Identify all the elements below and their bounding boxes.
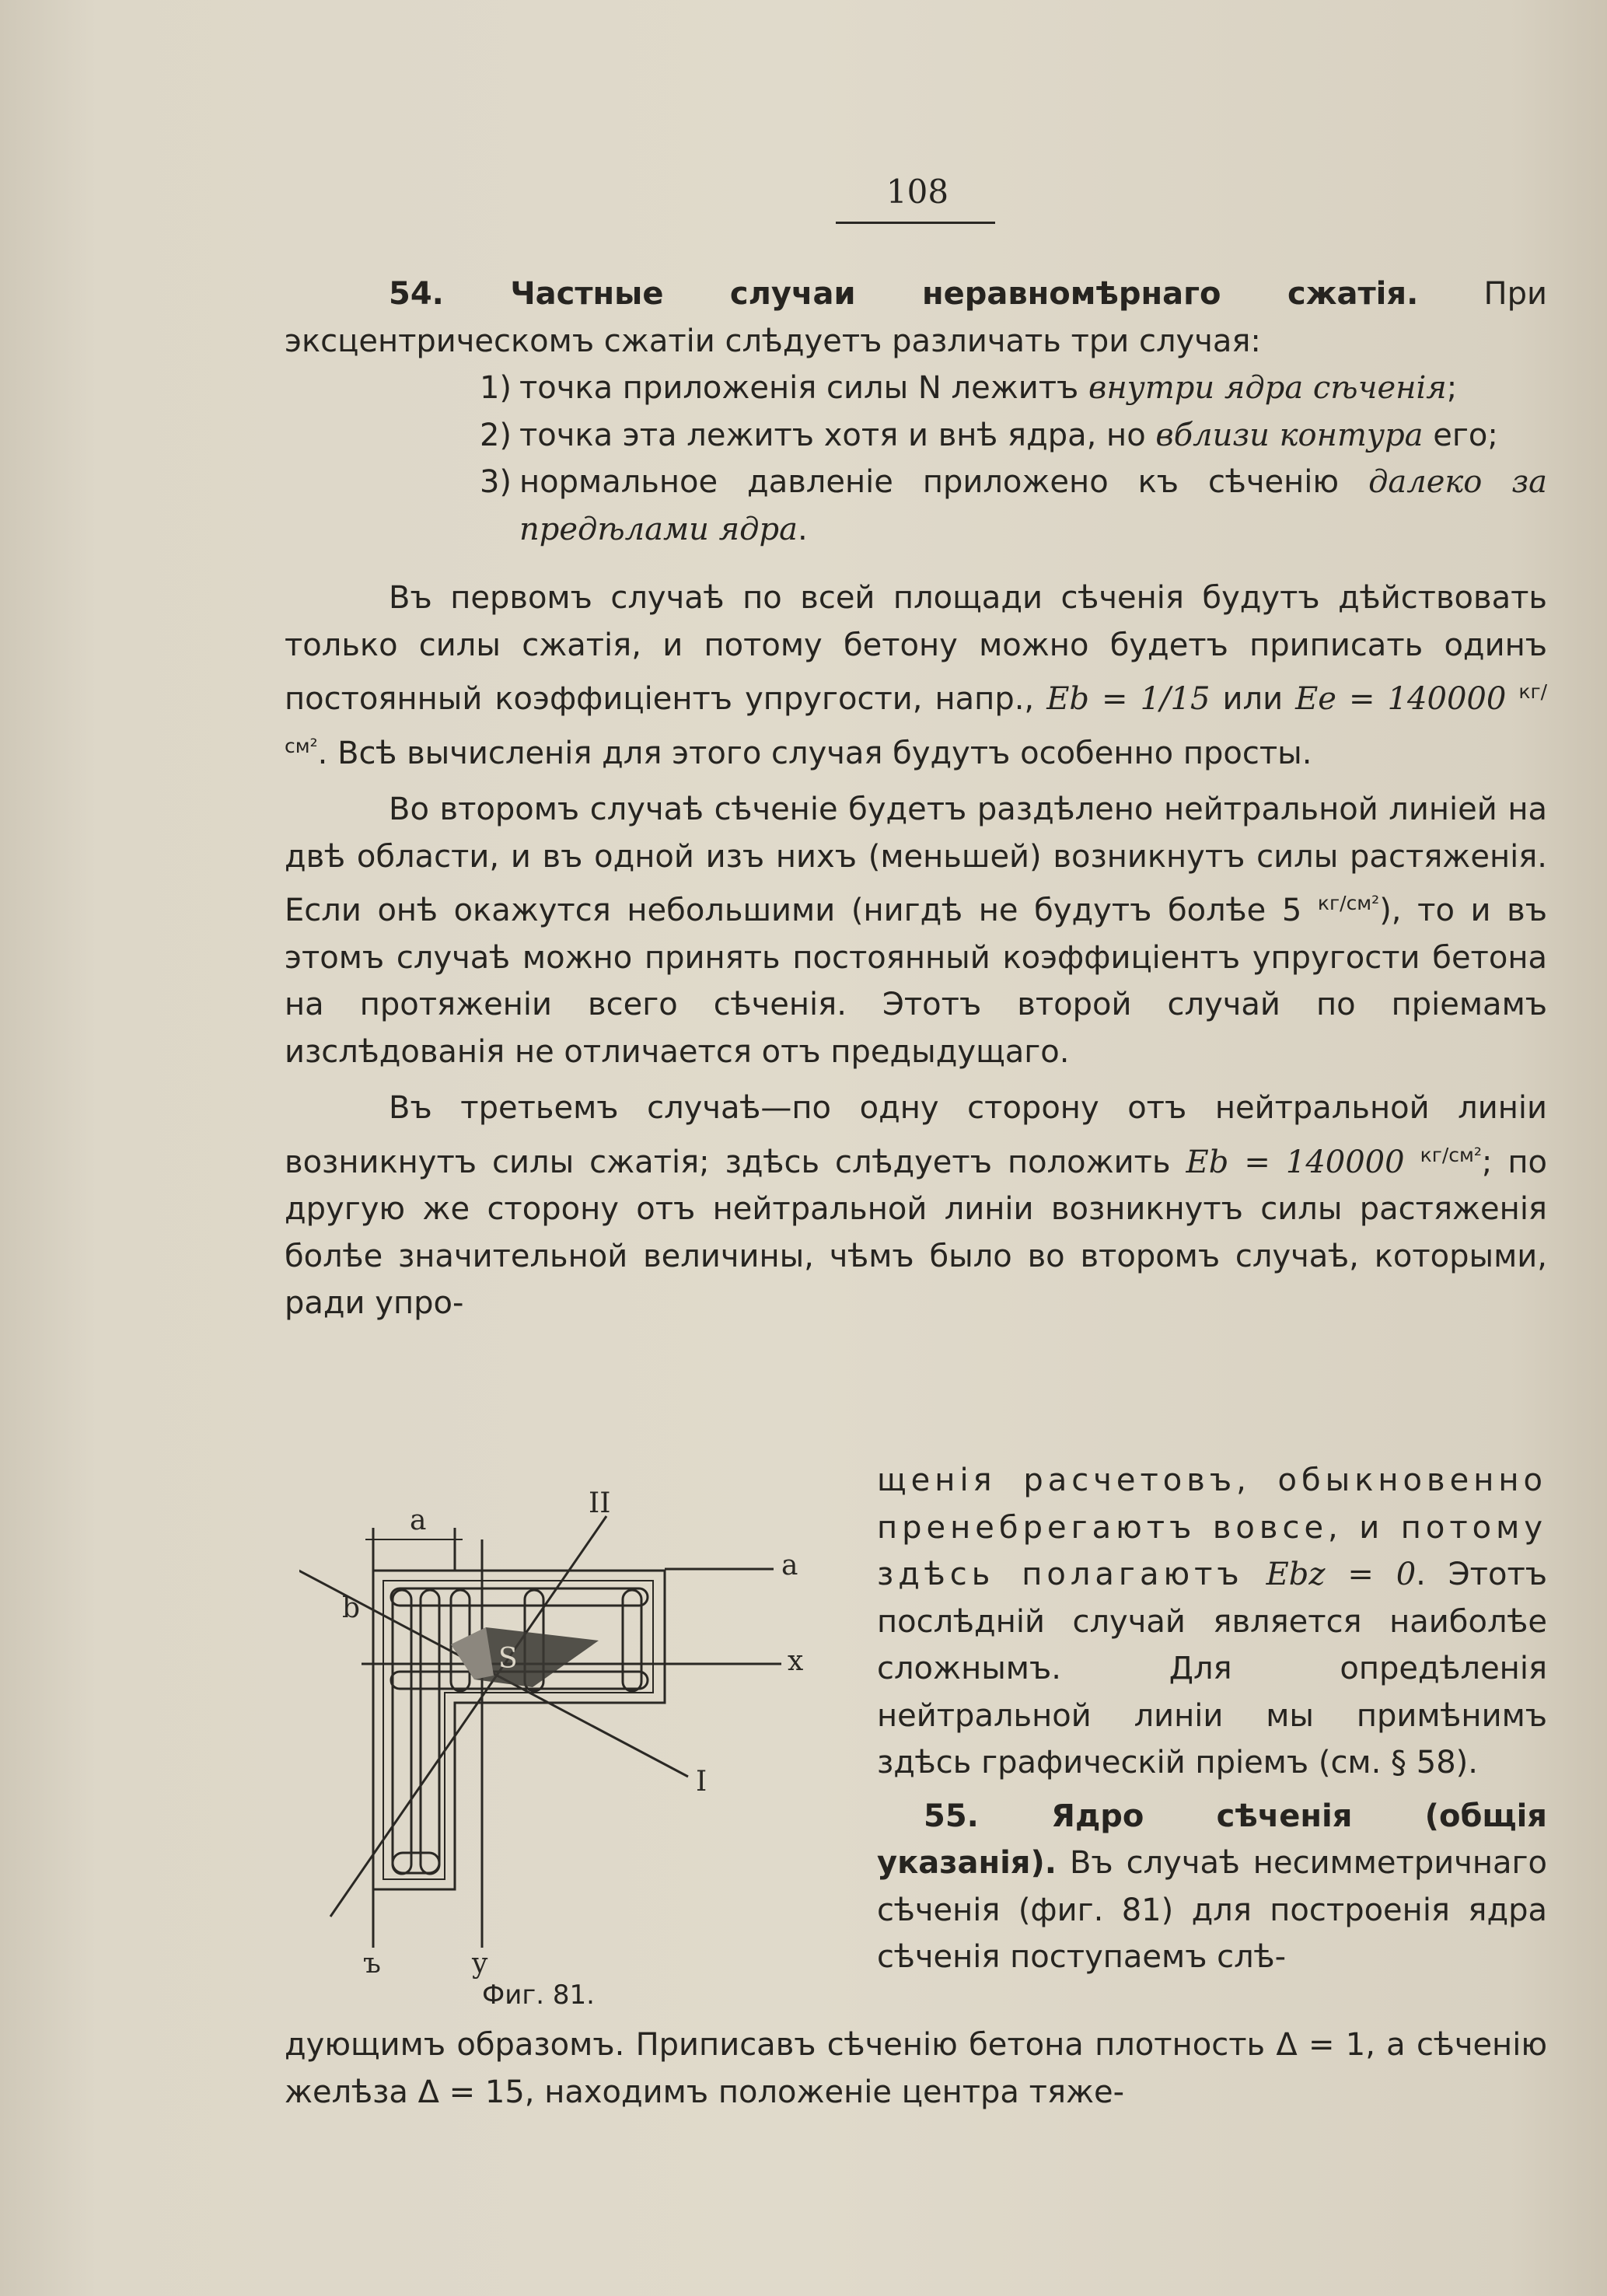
unit: кг/см²: [1420, 1143, 1482, 1166]
section-55-text: Въ случаѣ несимметричнаго сѣченія (фиг. 81) для построенія ядра сѣченія поступаемъ слѣ-: [877, 1845, 1547, 1975]
cross-section-diagram: [299, 1481, 851, 1979]
label-s: S: [498, 1643, 518, 1675]
figure-caption: Фиг. 81.: [482, 1980, 595, 2011]
label-II: II: [589, 1487, 611, 1519]
formula-ebz: Ebz = 0: [1266, 1557, 1417, 1592]
label-y: y: [472, 1948, 488, 1979]
paragraph-text: Во второмъ случаѣ сѣченіе будетъ раздѣлено нейтральной линіей на двѣ области, и въ одной изъ нихъ (меньшей) возникнутъ силы растяженія. Если онѣ окажутся небольшими (нигдѣ не будутъ болѣе 5: [285, 792, 1547, 928]
case-item: [285, 365, 1547, 412]
concrete-outline: [373, 1571, 665, 1889]
page-number-rule: [836, 222, 995, 224]
rebar: [393, 1590, 411, 1874]
case-emphasis: вблизи контура: [1155, 417, 1424, 453]
formula-eb: Eb = 1/15: [1046, 681, 1210, 717]
rebar: [421, 1590, 439, 1874]
label-b-bottom: ъ: [363, 1948, 381, 1979]
section-54-opening: [285, 271, 1547, 365]
case-number: 2): [479, 417, 512, 453]
case-number: 3): [479, 464, 512, 500]
paragraph-text: ), то и въ этомъ случаѣ можно принять постоянный коэффиціентъ упругости бетона на протяженіи всего сѣченія. Этотъ второй случай по пріемамъ изслѣдованія не отличается отъ предыдущаго.: [285, 893, 1548, 1070]
figure-81: [299, 1481, 851, 1979]
case-tail: его;: [1423, 417, 1498, 453]
paragraph-case-1: [285, 575, 1547, 777]
paragraph-text: Въ первомъ случаѣ по всей площади сѣченія будутъ дѣйствовать только силы сжатія, и потому бетону можно будетъ приписать одинъ постоянный коэффиціентъ упругости, напр.,: [285, 580, 1547, 717]
label-I: I: [696, 1766, 707, 1798]
case-text: нормальное давленіе приложено къ сѣченію: [519, 464, 1369, 500]
case-emphasis: внутри ядра сѣченія: [1088, 370, 1447, 406]
paragraph-text: . Этотъ послѣдній случай является наиболѣе сложнымъ. Для опредѣленія нейтральной линіи мы примѣнимъ здѣсь графическій пріемъ (см. § 58).: [877, 1557, 1548, 1781]
paragraph-case-2: [285, 786, 1547, 1075]
paragraph-text: Въ третьемъ случаѣ—по одну сторону отъ нейтральной линіи возникнутъ силы сжатія; здѣсь слѣдуетъ положить: [285, 1090, 1547, 1180]
formula-ee: Ee = 140000: [1295, 681, 1507, 717]
paragraph-text: щенія расчетовъ, обыкновенно пренебрегаютъ вовсе, и потому здѣсь полагаютъ: [877, 1463, 1547, 1592]
paragraph-text: . Всѣ вычисленія для этого случая будутъ особенно просты.: [317, 735, 1312, 771]
formula-eb: Eb = 140000: [1186, 1144, 1405, 1180]
case-text: точка приложенія силы N лежитъ: [519, 370, 1089, 406]
stirrup: [393, 1853, 439, 1873]
case-tail: ;: [1446, 370, 1458, 406]
paragraph-case-3-cont: [877, 1457, 1547, 1787]
paragraph-case-3: [285, 1085, 1547, 1327]
case-item: [285, 459, 1547, 553]
paragraph-text: ; по другую же сторону отъ нейтральной линіи возникнутъ силы растяженія болѣе значительной величины, чѣмъ было во второмъ случаѣ, которыми, ради упро-: [285, 1144, 1547, 1321]
case-item: [285, 412, 1547, 460]
label-a-top: a: [410, 1504, 427, 1536]
case-number: 1): [479, 370, 512, 406]
section-55: [877, 1793, 1547, 1981]
section-54: [285, 271, 1547, 1327]
label-x: x: [788, 1645, 804, 1677]
section-54-heading: 54. Частные случаи неравномѣрнаго сжатія.: [389, 276, 1419, 312]
section-55-heading: 55. Ядро сѣченія (общія указанія).: [877, 1798, 1547, 1881]
unit: кг/см²: [1317, 892, 1380, 914]
inner-outline: [383, 1581, 653, 1879]
conjunction: или: [1210, 681, 1296, 717]
label-a-right: a: [781, 1550, 798, 1581]
narrow-column: [877, 1457, 1547, 1981]
case-text: точка эта лежитъ хотя и внѣ ядра, но: [519, 417, 1156, 453]
section-55-continued: [285, 2022, 1547, 2116]
case-tail: .: [797, 511, 808, 547]
cases-list: [285, 365, 1547, 553]
section-54-intro: При эксцентрическомъ сжатіи слѣдуетъ различать три случая:: [285, 276, 1547, 359]
case-emphasis: далеко за предѣлами ядра: [519, 464, 1548, 547]
label-b-left: b: [342, 1592, 361, 1624]
page-number: 108: [886, 173, 949, 211]
unit: кг/см²: [285, 680, 1548, 757]
section-55-text: дующимъ образомъ. Приписавъ сѣченію бетона плотность Δ = 1, а сѣченію желѣза Δ = 15, находимъ положеніе центра тяже-: [285, 2027, 1547, 2110]
